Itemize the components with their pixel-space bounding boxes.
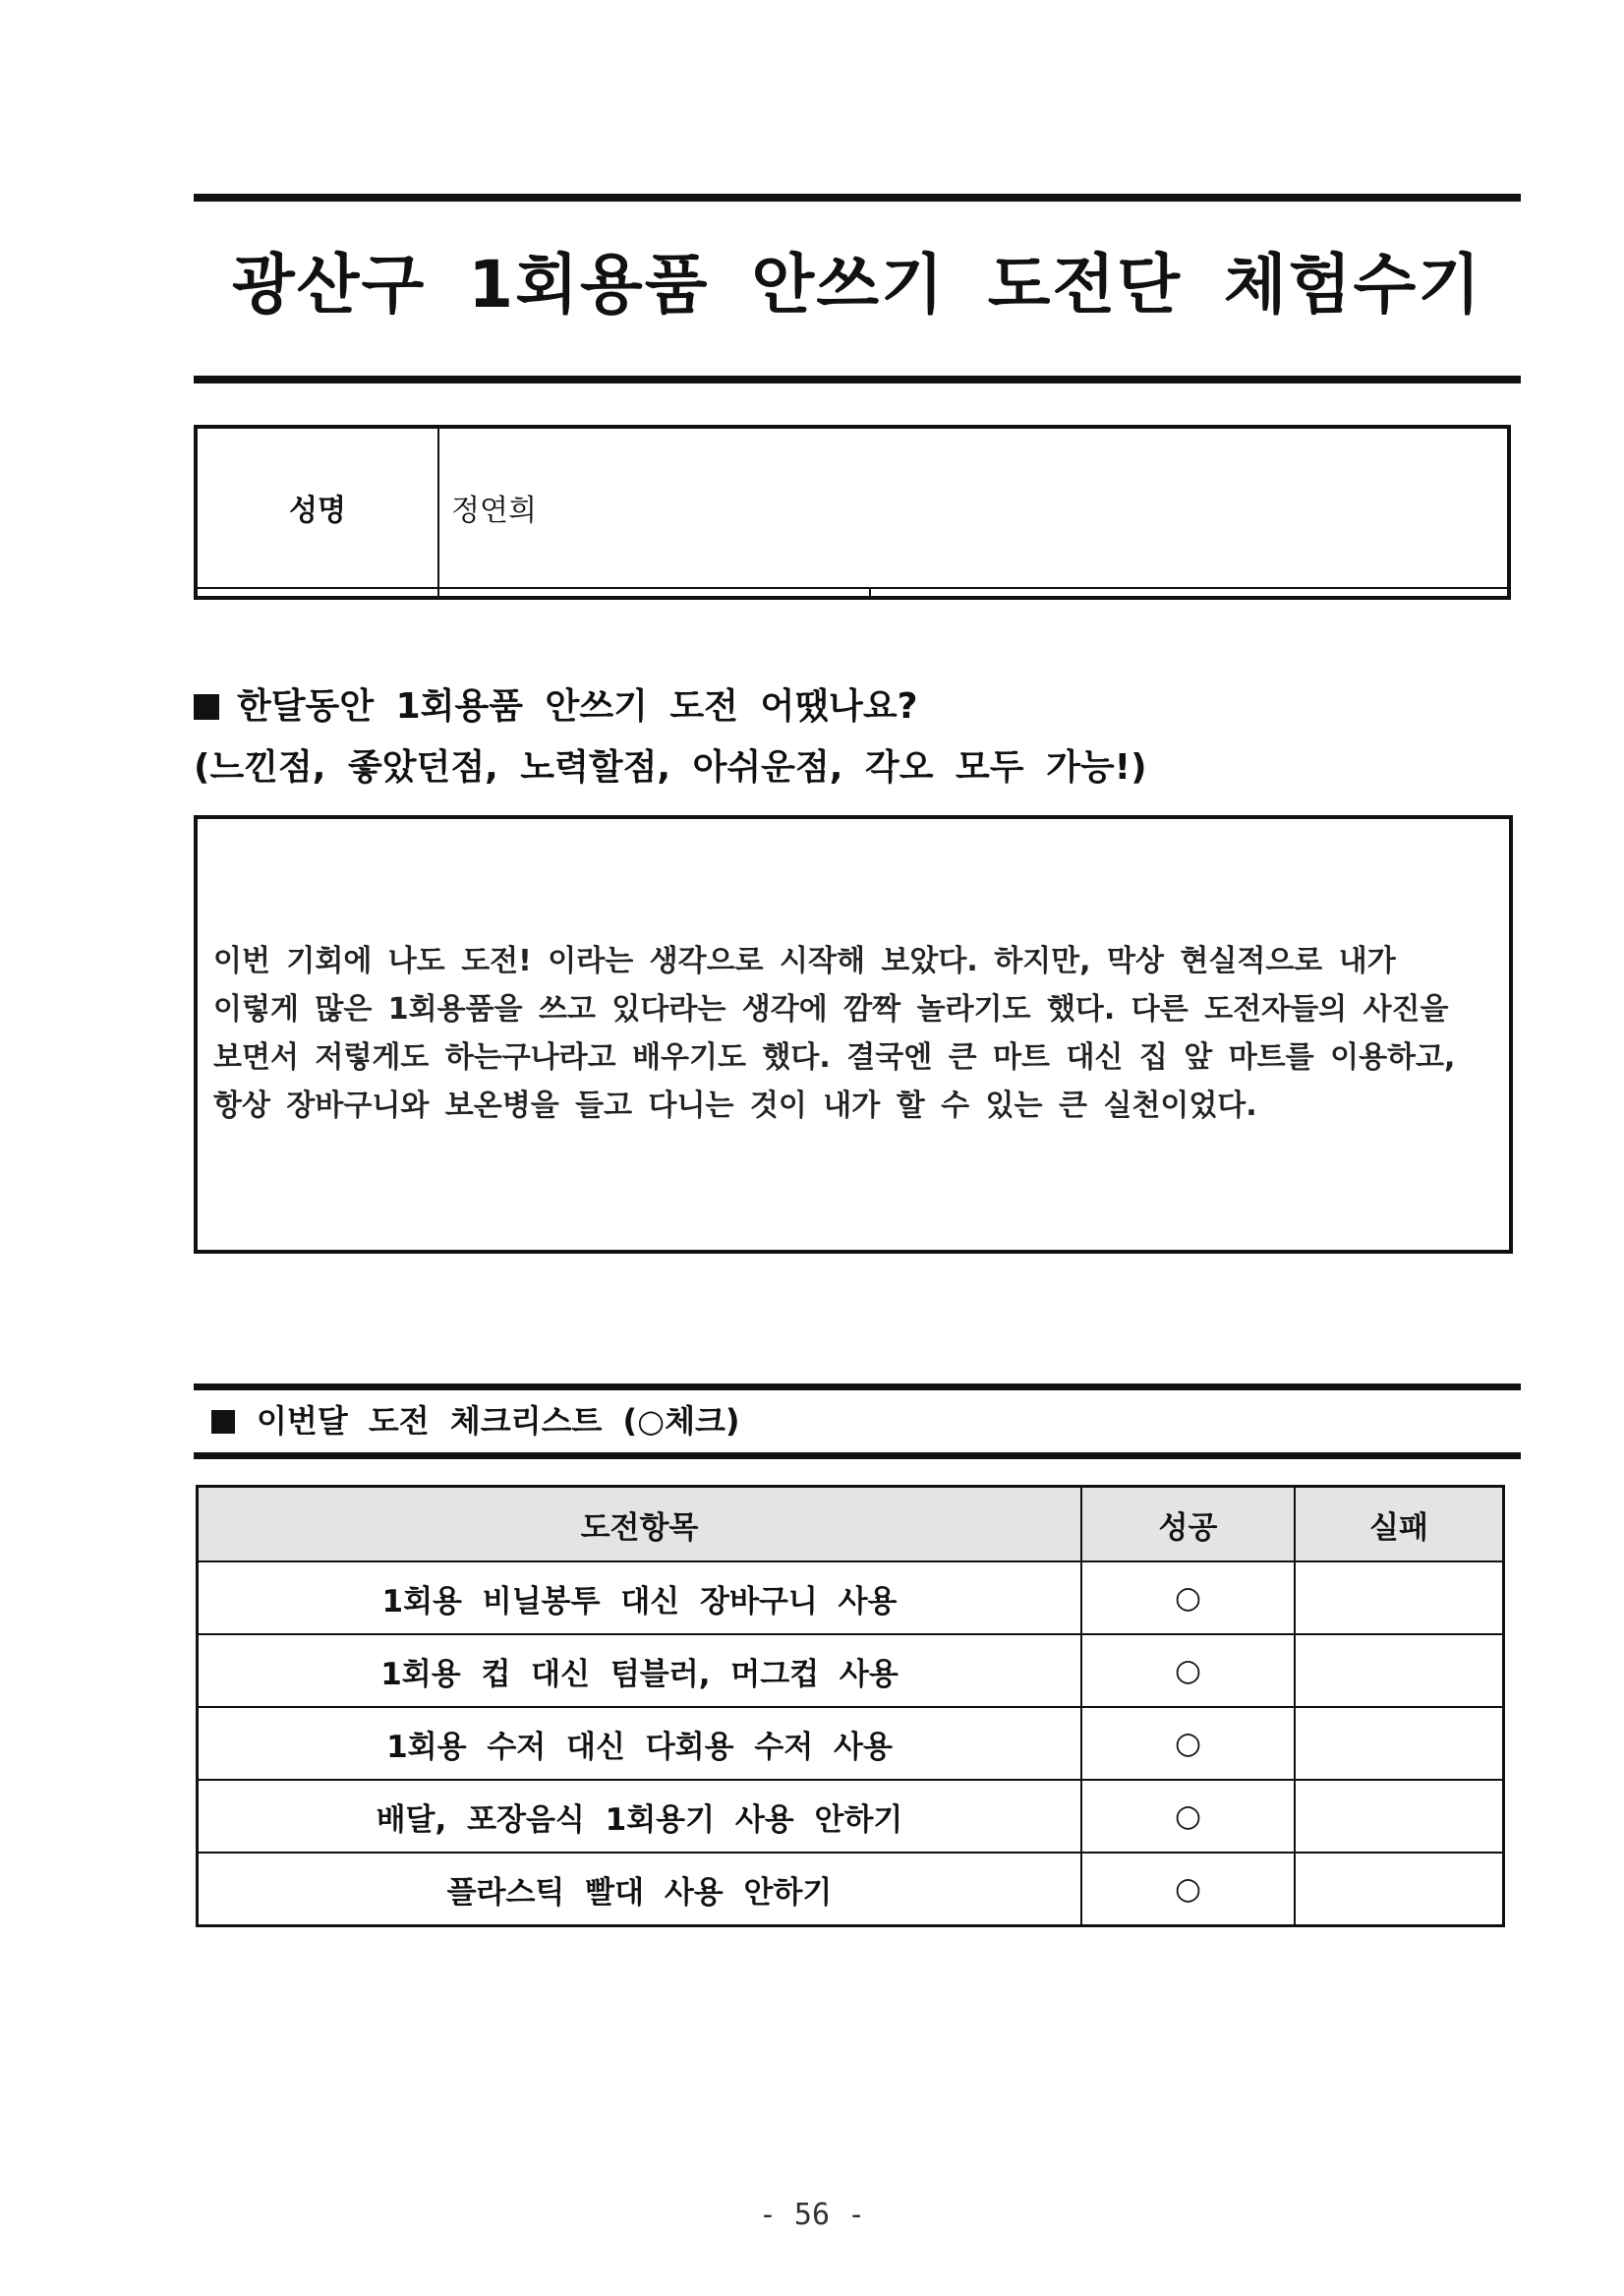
success-mark: ○	[1081, 1707, 1295, 1780]
fail-mark	[1295, 1780, 1504, 1853]
answer-line: 이렇게 많은 1회용품을 쓰고 있다라는 생각에 깜짝 놀라기도 했다. 다른 도전자들의 사진을	[213, 992, 1449, 1027]
challenge-item: 플라스틱 빨대 사용 안하기	[198, 1853, 1082, 1926]
checklist-heading-text: 이번달 도전 체크리스트 (○체크)	[257, 1402, 740, 1440]
blank-value-cell-1	[438, 588, 870, 598]
name-label: 성명	[196, 427, 438, 588]
title-bottom-rule	[194, 376, 1521, 383]
checklist-bottom-rule	[194, 1452, 1521, 1459]
answer-line: 항상 장바구니와 보온병을 들고 다니는 것이 내가 할 수 있는 큰 실천이었다.	[213, 1089, 1257, 1123]
fail-mark	[1295, 1707, 1504, 1780]
fail-mark	[1295, 1561, 1504, 1634]
fail-mark	[1295, 1853, 1504, 1926]
question-subheading: (느낀점, 좋았던점, 노력할점, 아쉬운점, 각오 모두 가능!)	[194, 747, 1147, 788]
header-challenge-item: 도전항목	[198, 1487, 1082, 1562]
answer-line: 이번 기회에 나도 도전! 이라는 생각으로 시작해 보았다. 하지만, 막상 현실적으로 내가	[213, 944, 1396, 978]
question-line-1: 한달동안 1회용품 안쓰기 도전 어땠나요?	[237, 686, 918, 727]
blank-label-cell	[196, 588, 438, 598]
challenge-item: 1회용 컵 대신 텀블러, 머그컵 사용	[198, 1634, 1082, 1707]
square-bullet-icon	[194, 694, 219, 720]
info-row-name	[196, 427, 1509, 588]
challenge-item: 배달, 포장음식 1회용기 사용 안하기	[198, 1780, 1082, 1853]
checklist-top-rule	[194, 1383, 1521, 1390]
success-mark: ○	[1081, 1780, 1295, 1853]
checklist-header-row	[198, 1487, 1504, 1562]
header-success: 성공	[1081, 1487, 1295, 1562]
table-row	[198, 1853, 1504, 1926]
name-value: 정연희	[438, 427, 1509, 588]
table-row	[198, 1634, 1504, 1707]
question-heading	[194, 678, 917, 729]
checklist-heading	[211, 1396, 740, 1442]
page-title: 광산구 1회용품 안쓰기 도전단 체험수기	[232, 247, 1482, 323]
checklist-table	[196, 1485, 1505, 1927]
info-row-blank	[196, 588, 1509, 598]
page-number: - 56 -	[758, 2198, 866, 2232]
answer-box	[194, 815, 1513, 1254]
success-mark: ○	[1081, 1853, 1295, 1926]
table-row	[198, 1707, 1504, 1780]
answer-line: 보면서 저렇게도 하는구나라고 배우기도 했다. 결국엔 큰 마트 대신 집 앞 마트를 이용하고,	[213, 1040, 1456, 1075]
table-row	[198, 1561, 1504, 1634]
info-table	[194, 425, 1511, 600]
challenge-item: 1회용 비닐봉투 대신 장바구니 사용	[198, 1561, 1082, 1634]
title-top-rule	[194, 194, 1521, 202]
square-bullet-icon	[211, 1410, 235, 1434]
challenge-item: 1회용 수저 대신 다회용 수저 사용	[198, 1707, 1082, 1780]
header-fail: 실패	[1295, 1487, 1504, 1562]
success-mark: ○	[1081, 1634, 1295, 1707]
answer-text	[213, 937, 1493, 1130]
success-mark: ○	[1081, 1561, 1295, 1634]
table-row	[198, 1780, 1504, 1853]
blank-value-cell-2	[870, 588, 1509, 598]
fail-mark	[1295, 1634, 1504, 1707]
